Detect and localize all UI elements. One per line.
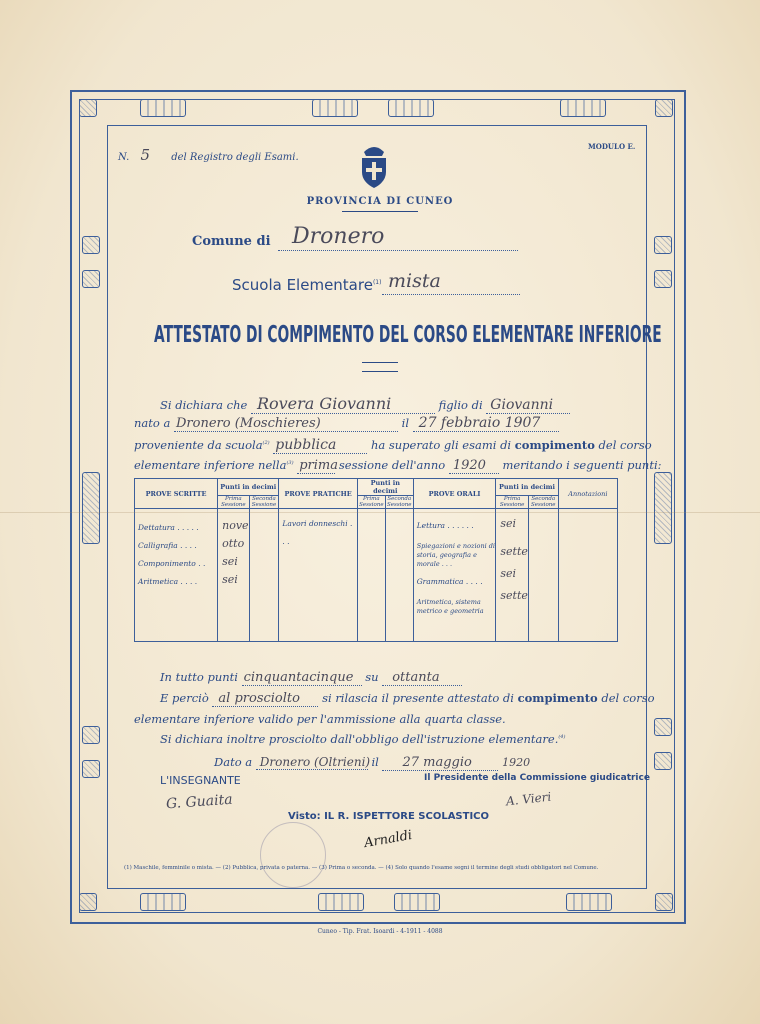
written-subject: Aritmetica . . . . — [138, 577, 198, 586]
max-points: ottanta — [382, 670, 462, 686]
footnote-ref: (2) — [262, 440, 270, 447]
header-annotazioni: Annotazioni — [558, 479, 617, 509]
footnote-ref: (4) — [558, 734, 566, 741]
written-grade: otto — [222, 537, 245, 550]
oral-subject: Grammatica . . . . — [416, 577, 483, 586]
exam-year: 1920 — [449, 458, 499, 474]
header-punti: Punti in decimi — [218, 479, 279, 496]
birthdate: 27 febbraio 1907 — [413, 415, 559, 432]
ornament-icon — [566, 893, 612, 911]
visto-label: Visto: IL R. ISPETTORE SCOLASTICO — [288, 811, 490, 822]
empty-cell — [385, 509, 413, 642]
totals-text: del corso — [601, 691, 655, 705]
president-label: Il Presidente della Commissione giudicatrice — [424, 773, 650, 783]
declaration-text: compimento — [514, 438, 595, 452]
student-name: Rovera Giovanni — [251, 394, 435, 414]
father-name: Giovanni — [486, 397, 570, 414]
scuola-value: mista — [388, 270, 441, 292]
fold-line — [0, 512, 760, 513]
written-subject: Calligrafia . . . . — [138, 541, 197, 550]
session: prima — [299, 458, 339, 473]
modulo-label: MODULO E. — [588, 142, 636, 151]
ornament-icon — [318, 893, 364, 911]
coat-of-arms-icon — [356, 142, 392, 190]
declaration-line-3 — [134, 437, 652, 454]
header-seconda-sessione: Seconda Sessione — [249, 496, 279, 509]
totals-text: E perciò — [160, 691, 209, 705]
school-type: pubblica — [273, 437, 367, 454]
ornament-icon — [82, 726, 100, 744]
totals-text: Si dichiara inoltre prosciolto dall'obbligo dell'istruzione elementare. — [160, 732, 559, 746]
date-text: il — [371, 755, 379, 769]
title-ornament-icon — [362, 362, 398, 372]
footnotes: (1) Maschile, femminile o mista. — (2) Pubblica, privata o paterna. — (3) Prima o seconda. — (4) Solo quando l'esame segni il termine degli studi obbligatori nel Comune. — [124, 865, 599, 871]
total-points: cinquantacinque — [242, 670, 362, 686]
ornament-icon — [654, 472, 672, 544]
totals-text: si rilascia il presente attestato di — [322, 691, 514, 705]
ornament-icon — [79, 99, 97, 117]
stamp-icon — [260, 822, 326, 888]
oral-grade: sette — [500, 589, 528, 602]
ornament-icon — [654, 270, 672, 288]
date-text: Dato a — [214, 755, 253, 769]
ornament-icon — [82, 760, 100, 778]
declaration-text: Si dichiara che — [160, 398, 248, 412]
register-line — [118, 146, 299, 164]
declaration-line-4 — [134, 458, 662, 474]
oral-subject: Spiegazioni e nozioni di storia, geografia e morale . . . — [416, 542, 496, 568]
totals-line-2 — [160, 691, 655, 707]
declaration-text: sessione dell'anno — [338, 458, 446, 472]
written-grades — [218, 509, 249, 642]
practical-labels — [279, 509, 358, 642]
register-suffix: del Registro degli Esami. — [171, 152, 299, 163]
totals-line-1 — [160, 670, 462, 686]
declaration-line-1 — [160, 394, 570, 414]
oral-grade: sette — [500, 545, 528, 558]
empty-cell — [249, 509, 279, 642]
scuola-label: Scuola Elementare — [232, 276, 373, 294]
divider — [342, 211, 418, 212]
scuola-footnote-ref: (1) — [372, 279, 382, 286]
header-seconda-sessione: Seconda Sessione — [386, 496, 412, 508]
header-prove-pratiche: PROVE PRATICHE — [279, 479, 358, 509]
provincia-heading: PROVINCIA DI CUNEO — [306, 196, 454, 207]
empty-cell — [558, 509, 617, 642]
totals-text: su — [365, 670, 379, 684]
printer-imprint: Cuneo - Tip. Frat. Isoardi - 4-1911 - 4088 — [317, 928, 443, 935]
declaration-text: meritando i seguenti punti: — [502, 458, 662, 472]
oral-grades — [496, 509, 529, 642]
ornament-icon — [79, 893, 97, 911]
written-labels — [135, 509, 218, 642]
comune-value: Dronero — [292, 224, 385, 249]
empty-cell — [528, 509, 558, 642]
practical-subject: Lavori donneschi . . . — [282, 519, 353, 546]
oral-grade: sei — [500, 517, 517, 530]
date-place: Dronero (Oltrieni) — [256, 755, 368, 770]
totals-text: In tutto punti — [160, 670, 238, 684]
declaration-text: ha superato gli esami di — [370, 438, 512, 452]
ornament-icon — [312, 99, 358, 117]
empty-cell — [357, 509, 385, 642]
register-number: 5 — [140, 146, 151, 164]
declaration-line-2 — [134, 415, 559, 432]
declaration-text: elementare inferiore nella — [134, 458, 287, 472]
declaration-text: del corso — [598, 438, 652, 452]
date-line — [214, 755, 530, 771]
ornament-icon — [394, 893, 440, 911]
totals-text: compimento — [517, 691, 598, 705]
ornament-icon — [140, 893, 186, 911]
header-seconda-sessione: Seconda Sessione — [528, 496, 558, 509]
ornament-icon — [82, 472, 100, 544]
inspector-signature: Arnaldi — [363, 827, 414, 852]
ornament-icon — [140, 99, 186, 117]
oral-grade: sei — [500, 567, 517, 580]
declaration-text: figlio di — [438, 398, 483, 412]
birthplace: Dronero (Moschieres) — [174, 416, 398, 432]
ornament-icon — [655, 99, 673, 117]
written-grade: nove — [222, 519, 249, 532]
ornament-icon — [655, 893, 673, 911]
scuola-line — [232, 276, 381, 294]
written-grade: sei — [222, 555, 238, 568]
document-title: ATTESTATO DI COMPIMENTO DEL CORSO ELEMENTARE INFERIORE — [154, 322, 662, 348]
footnote-ref: (3) — [286, 460, 294, 467]
comune-field — [278, 224, 518, 251]
oral-subject: Lettura . . . . . . — [416, 521, 474, 530]
date-year: 1920 — [502, 756, 531, 769]
ornament-icon — [654, 752, 672, 770]
header-prove-scritte: PROVE SCRITTE — [135, 479, 218, 509]
date-value: 27 maggio — [382, 755, 498, 771]
ornament-icon — [654, 718, 672, 736]
president-signature: A. Vieri — [505, 789, 552, 809]
header-prima-sessione: Prima Sessione — [496, 496, 529, 509]
outcome: al prosciolto — [212, 691, 318, 707]
ornament-icon — [654, 236, 672, 254]
teacher-label: L'INSEGNANTE — [160, 774, 241, 787]
header-punti: Punti in decimi — [357, 479, 413, 496]
header-prima-sessione: Prima Sessione — [359, 496, 384, 508]
declaration-text: il — [401, 416, 409, 430]
comune-label: Comune di — [192, 234, 271, 249]
oral-subject: Aritmetica, sistema metrico e geometria — [416, 598, 484, 615]
scuola-field — [382, 270, 520, 295]
teacher-signature: G. Guaita — [165, 791, 234, 813]
oral-labels — [413, 509, 496, 642]
ornament-icon — [388, 99, 434, 117]
written-grade: sei — [222, 573, 238, 586]
header-punti: Punti in decimi — [496, 479, 558, 496]
totals-line-3: elementare inferiore valido per l'ammissione alla quarta classe. — [134, 712, 506, 726]
header-prove-orali: PROVE ORALI — [413, 479, 496, 509]
written-subject: Componimento . . — [138, 559, 206, 568]
ornament-icon — [82, 236, 100, 254]
register-prefix: N. — [118, 152, 130, 163]
ornament-icon — [560, 99, 606, 117]
written-subject: Dettatura . . . . . — [138, 523, 199, 532]
ornament-icon — [82, 270, 100, 288]
totals-line-4 — [160, 732, 565, 746]
declaration-text: proveniente da scuola — [134, 438, 263, 452]
grades-table — [134, 478, 618, 642]
declaration-text: nato a — [134, 416, 171, 430]
header-prima-sessione: Prima Sessione — [218, 496, 249, 509]
